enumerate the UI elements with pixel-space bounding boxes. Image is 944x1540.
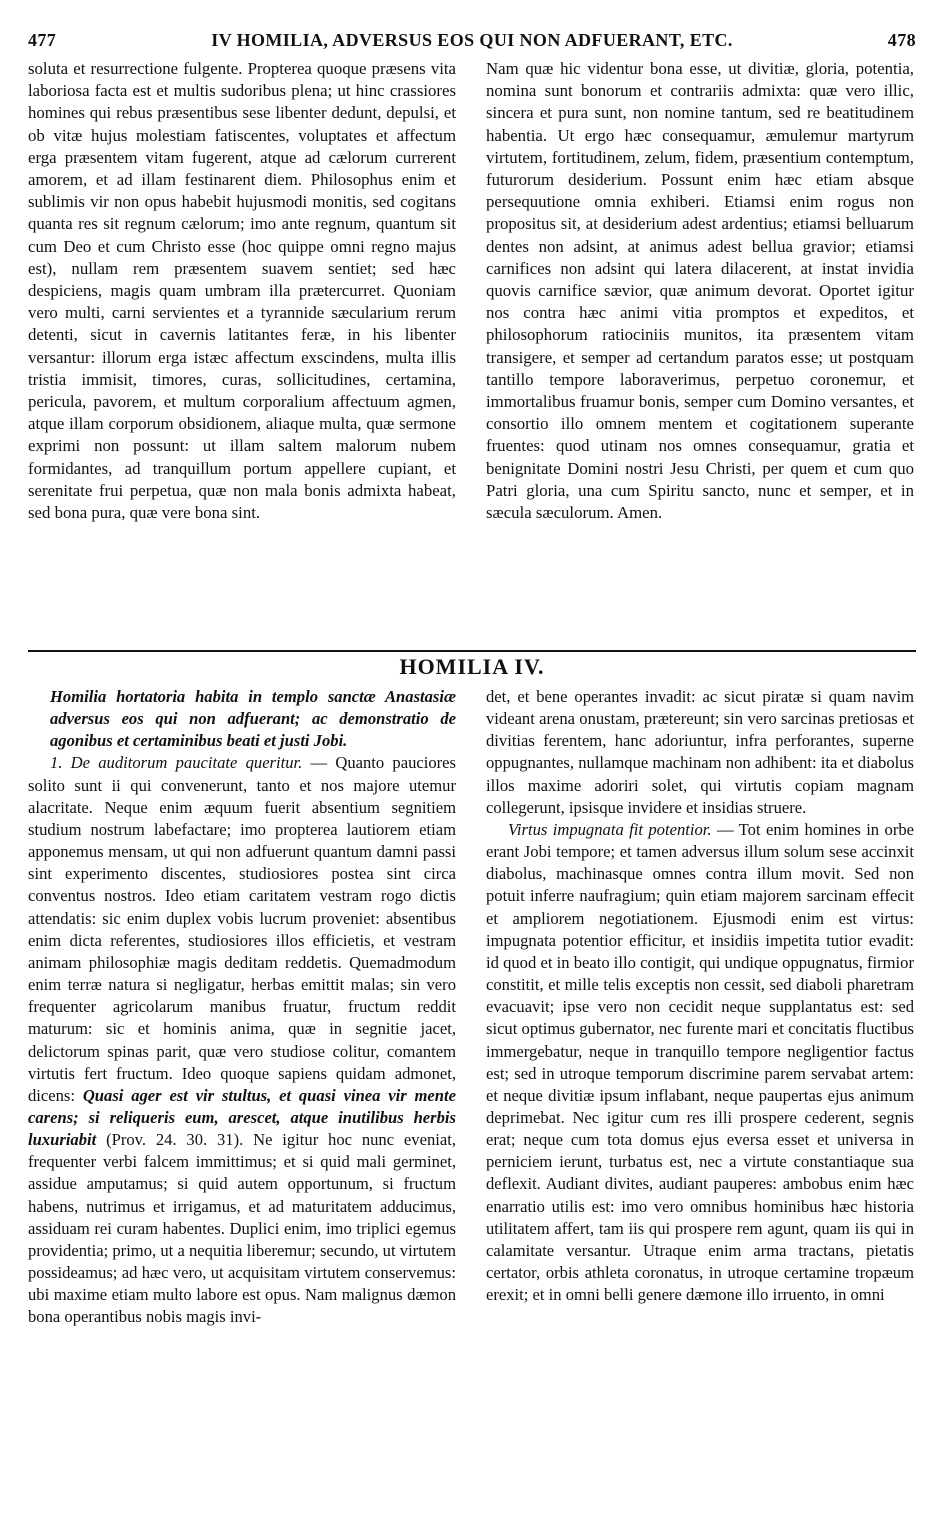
top-left-column xyxy=(28,58,456,524)
page-number-right: 478 xyxy=(887,30,916,50)
homily-body xyxy=(28,686,916,1526)
homily-left-column xyxy=(28,686,456,1329)
section-2-text: — Tot enim homines in orbe erant Jobi tempore; et tamen adversus illum solum sese accinxit diabolus, machinasque omnes contra illum movit. Sed non potuit inferre naufragium; quin etiam majorem sarcinam effecit et ampliorem negotiationem. Ejusmodi enim est virtus: impugnata potentior efficitur, et insidiis impetita tutior evadit: id quod et in beato illo contigit, qui undique oppugnatus, firmior constitit, et mille telis exceptis non cessit, sed diaboli pharetram evacuavit; ipse vero non cecidit neque supplantatus est: sed sicut optimus gubernator, nec furente mari et concitatis fluctibus immergebatur, neque in tranquillo tempore negligentior factus est; sed in utroque temporum discrimine parem servabat artem: et neque divitiæ ipsum inflabant, neque paupertas ejus animum deprimebat. Nec igitur cum res illi prospere cederent, segnis erat; neque cum tota domus ejus eversa esset et universa in perniciem ierunt, turbatus est, nec a virtute constantiaque sua deflexit. Audiant divites, audiant pauperes: ambobus enim hæc enarratio utilis est: imo vero omnibus hominibus hæc historia utilitatem affert, tam iis qui prospere rem agunt, quam iis qui in calamitate versantur. Utraque enim arma tractans, pietatis certator, orbis athleta coronatus, in utroque certamine tropæum erexit; et in omni belli genere dæmone illo irruento, in omni xyxy=(486,819,915,1305)
page-number-left: 477 xyxy=(28,30,57,50)
previous-homily-ending xyxy=(28,58,916,658)
section-1-text-a: — Quanto pauciores solito sunt ii qui convenerunt, tanto et nos majore utemur alacritate. Neque enim æquum fuerit absentium segnitiem studium nostrum labefactare; imo propterea lautiorem etiam apponemus mensam, ut qui non adfuerunt quantum damni passi sint experimento discentes, studiosiores postea sint circa conventus nostros. Ideo etiam caritatem vestram rogo dictis attendatis: sic enim duplex vobis lucrum proveniet: absentibus enim dicta referentes, studiosiores illos efficietis, et vestram animam philosophiæ magis deditam reddetis. Quemadmodum enim terræ natura si negligatur, herbas emittit malas; sin vero frequenter agricolarum manibus fruatur, fructum reddit maturum: sic et hominis anima, quæ in segnitie jacet, delictorum spinas parit, quæ vero studiose colitur, comantem virtutis fert fructum. Ideo quoque sapiens quidam admonet, dicens: xyxy=(28,753,456,1105)
section-1-reference: (Prov. 24. 30. 31). xyxy=(96,1130,244,1150)
page xyxy=(28,30,916,1530)
running-title: IV HOMILIA, ADVERSUS EOS QUI NON ADFUERANT, ETC. xyxy=(211,30,733,50)
section-2-label: Virtus impugnata fit potentior. xyxy=(508,819,712,839)
top-right-text: Nam quæ hic videntur bona esse, ut divitiæ, gloria, potentia, nomina sunt bonorum et contrariis admixta: quæ vero illic, sincera et pura sunt, non nomine tantum, sed re beatitudinem habentia. Ut ergo hæc consequamur, æmulemur martyrum virtutem, fortitudinem, zelum, fidem, præsentium contemptum, futurorum desiderium. Possunt enim hæc etiam absque persequutione omnia exhiberi. Etiamsi enim rogus non propositus sit, at desiderium adest ardentius; etiamsi belluarum dentes non adsint, at animus adest bellua gravior; etiamsi carnifices non adsint qui latera dilacerent, at instat invidia quovis carnifice sævior, quæ animum devorat. Oportet igitur nos contra hæc animi vitia promptos et expeditos, et philosophorum ratiociniis munitos, ita præsentem vitam transigere, et semper ad certandum paratos esse; ut postquam tantillo tempore laboraverimus, perpetuo coronemur, et immortalibus fruamur bonis, semper cum Domino versantes, et consortio illo omnem mentem et cogitationem superante fruentes: quod utinam nos omnes consequamur, gratia et benignitate Domini nostri Jesu Christi, per quem et cum quo Patri gloria, una cum Spiritu sancto, nunc et semper, et in sæcula sæculorum. Amen. xyxy=(486,59,914,523)
right-paragraph-1: det, et bene operantes invadit: ac sicut piratæ si quam navim videant arena onustam, prætereunt; sin vero sarcinas pretiosas et divitias ferentem, hanc adoriuntur, infra perforantes, superne oppugnantes, nullamque machinam non adhibent: ita et diabolus illos maxime adoriri solet, qui virtutis copiam magnam collegerunt, ipsisque invidere et insidias struere. xyxy=(486,687,914,817)
top-right-column xyxy=(486,58,914,524)
running-head xyxy=(28,30,916,58)
section-divider xyxy=(28,650,916,652)
section-2-paragraph xyxy=(486,819,914,1306)
section-1-text-b: Ne igitur hoc nunc eveniat, frequenter verbi falcem immittimus; et si quid mali germinet, assidue amputamus; si quid autem opportunum, si fructum habens, nutrimus et irrigamus, et ad maturitatem adducimus, assiduam rei curam habentes. Duplici enim, imo triplici egemus providentia; primo, ut a nequitia liberemur; secundo, ut virtutem possideamus; ad hæc vero, ut acquisitam virtutem conservemus: ubi maxime etiam multo labore est opus. Nam malignus dæmon bona operantibus nobis magis invi- xyxy=(28,1130,456,1327)
section-1-quote: Quasi ager est vir stultus, et quasi vinea vir mente carens; si reliqueris eum, arescet, atque inutilibus herbis luxuriabit xyxy=(28,1085,456,1150)
top-left-text: soluta et resurrectione fulgente. Propterea quoque præsens vita laboriosa facta est et multis sudoribus plena; ut hinc crassiores homines qui rebus præsentibus sese libenter dedunt, depulsi, et ob vitæ hujus molestiam fatiscentes, voluptates et affectum erga præsentem vitam fugerent, atque ad cælorum currerent amorem, et ad illam festinarent diem. Philosophus enim et sublimis vir non opus habebit hujusmodi monitis, sed cogitans quanta res sit regnum cælorum; imo ante regnum, quantum sit cum Deo et cum Christo esse (hoc quippe omni regno majus est), nullam rem præsentem suavem sentiet; sed hæc despiciens, magis quam umbram illa prætercurret. Quoniam vero multi, carni servientes et a tyrannide sæcularium rerum detenti, sicut in cavernis latitantes feræ, in his libenter versantur: illorum erga istæc affectum exscindens, multa illis tristia immisit, timores, curas, sollicitudines, certamina, pericula, pavorem, et multum corporalium affectuum agmen, atque illam corporum obsidionem, aliaque multa, quæ sermone exprimi non possunt: ut illam saltem malorum nubem formidantes, ad tranquillum portum appellere cupiant, et serenitate frui perpetua, quæ non mala bonis admixta habeat, sed bona pura, quæ vere bona sint. xyxy=(28,59,456,523)
section-1-label: 1. De auditorum paucitate queritur. xyxy=(50,753,303,773)
homily-right-column xyxy=(486,686,914,1306)
section-1-paragraph xyxy=(28,752,456,1328)
homily-heading: HOMILIA IV. xyxy=(399,654,545,679)
homily-subtitle: Homilia hortatoria habita in templo sanctæ Anastasiæ adversus eos qui non adfuerant; ac demonstratio de agonibus et certaminibus beati et justi Jobi. xyxy=(50,687,456,751)
